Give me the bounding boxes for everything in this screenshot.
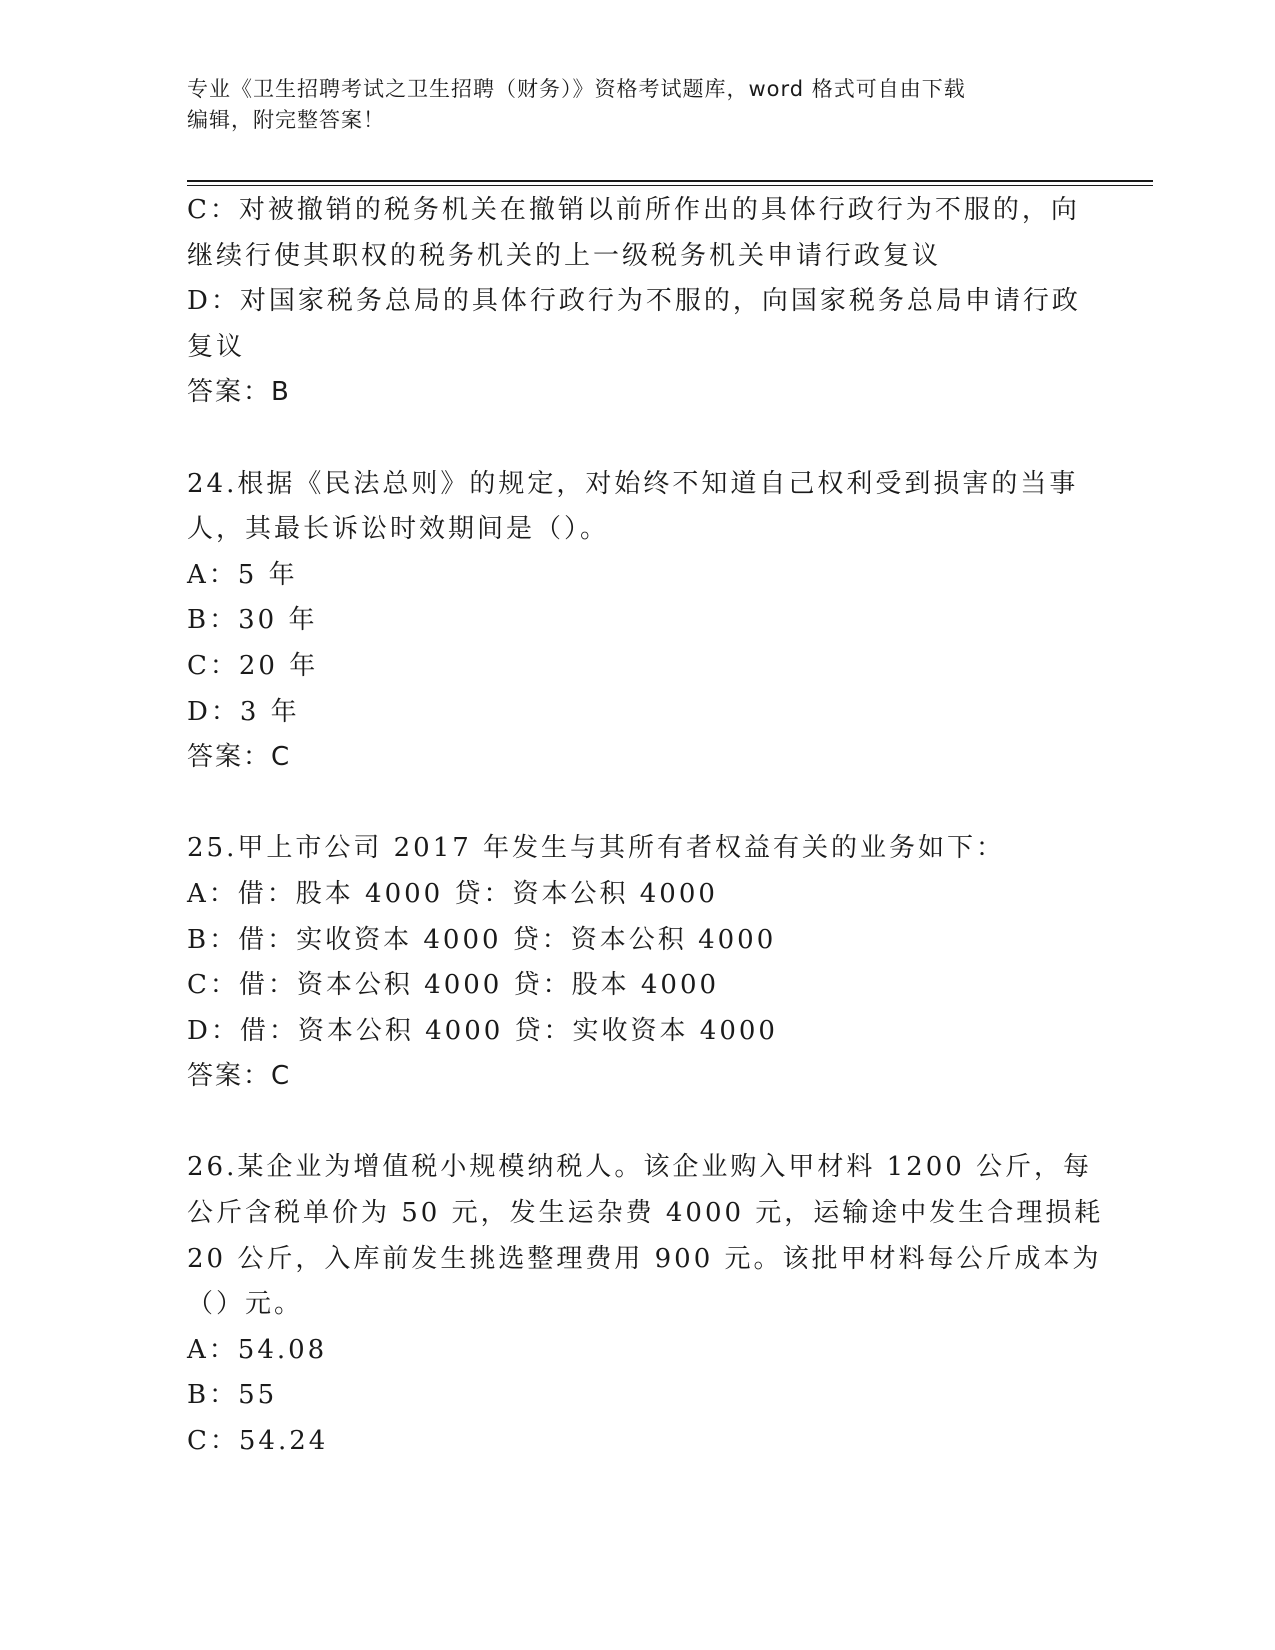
option-c-line-2: 继续行使其职权的税务机关的上一级税务机关申请行政复议 bbox=[187, 240, 942, 271]
answer-label: 答案：B bbox=[187, 377, 291, 408]
question-content bbox=[187, 188, 1104, 1465]
option-a: A：借：股本 4000 贷：资本公积 4000 bbox=[187, 878, 718, 909]
answer-label: 答案：C bbox=[187, 742, 292, 773]
option-b: B：借：实收资本 4000 贷：资本公积 4000 bbox=[187, 924, 777, 955]
spacer bbox=[187, 781, 1087, 827]
question-stem-line-1: 25.甲上市公司 2017 年发生与其所有者权益有关的业务如下： bbox=[187, 833, 1006, 864]
header-divider-thin bbox=[187, 185, 1153, 186]
option-c: C：20 年 bbox=[187, 650, 319, 681]
question-24 bbox=[187, 462, 1087, 781]
option-d: D：借：资本公积 4000 贷：实收资本 4000 bbox=[187, 1015, 778, 1046]
option-d-line-2: 复议 bbox=[187, 331, 246, 362]
option-d: D：3 年 bbox=[187, 696, 300, 727]
option-a: A：54.08 bbox=[187, 1334, 328, 1365]
option-d-line-1: D：对国家税务总局的具体行政行为不服的，向国家税务总局申请行政 bbox=[187, 286, 1081, 317]
question-stem-line-1: 26.某企业为增值税小规模纳税人。该企业购入甲材料 1200 公斤，每 bbox=[187, 1152, 1093, 1183]
question-26 bbox=[187, 1145, 1104, 1464]
question-stem-line-2: 公斤含税单价为 50 元，发生运杂费 4000 元，运输途中发生合理损耗 bbox=[187, 1198, 1104, 1229]
question-stem-line-1: 24.根据《民法总则》的规定，对始终不知道自己权利受到损害的当事 bbox=[187, 468, 1079, 499]
option-a: A：5 年 bbox=[187, 559, 298, 590]
header-line-1: 专业《卫生招聘考试之卫生招聘（财务）》资格考试题库，word 格式可自由下载 bbox=[187, 77, 966, 101]
header-divider-thick bbox=[187, 180, 1153, 182]
spacer bbox=[187, 1100, 1087, 1146]
answer-label: 答案：C bbox=[187, 1061, 292, 1092]
header-line-2: 编辑，附完整答案！ bbox=[187, 108, 385, 132]
question-stem-line-2: 人，其最长诉讼时效期间是（）。 bbox=[187, 514, 610, 545]
option-b: B：55 bbox=[187, 1380, 278, 1411]
option-c-line-1: C：对被撤销的税务机关在撤销以前所作出的具体行政行为不服的，向 bbox=[187, 195, 1080, 225]
option-c: C：借：资本公积 4000 贷：股本 4000 bbox=[187, 970, 720, 1001]
page-header bbox=[187, 74, 1067, 136]
option-b: B：30 年 bbox=[187, 605, 318, 636]
question-stem-line-4: （）元。 bbox=[187, 1289, 304, 1320]
option-c: C：54.24 bbox=[187, 1426, 329, 1457]
question-stem-line-3: 20 公斤，入库前发生挑选整理费用 900 元。该批甲材料每公斤成本为 bbox=[187, 1243, 1102, 1274]
spacer bbox=[187, 416, 1087, 462]
question-25 bbox=[187, 826, 1087, 1100]
question-23-tail bbox=[187, 188, 1087, 416]
